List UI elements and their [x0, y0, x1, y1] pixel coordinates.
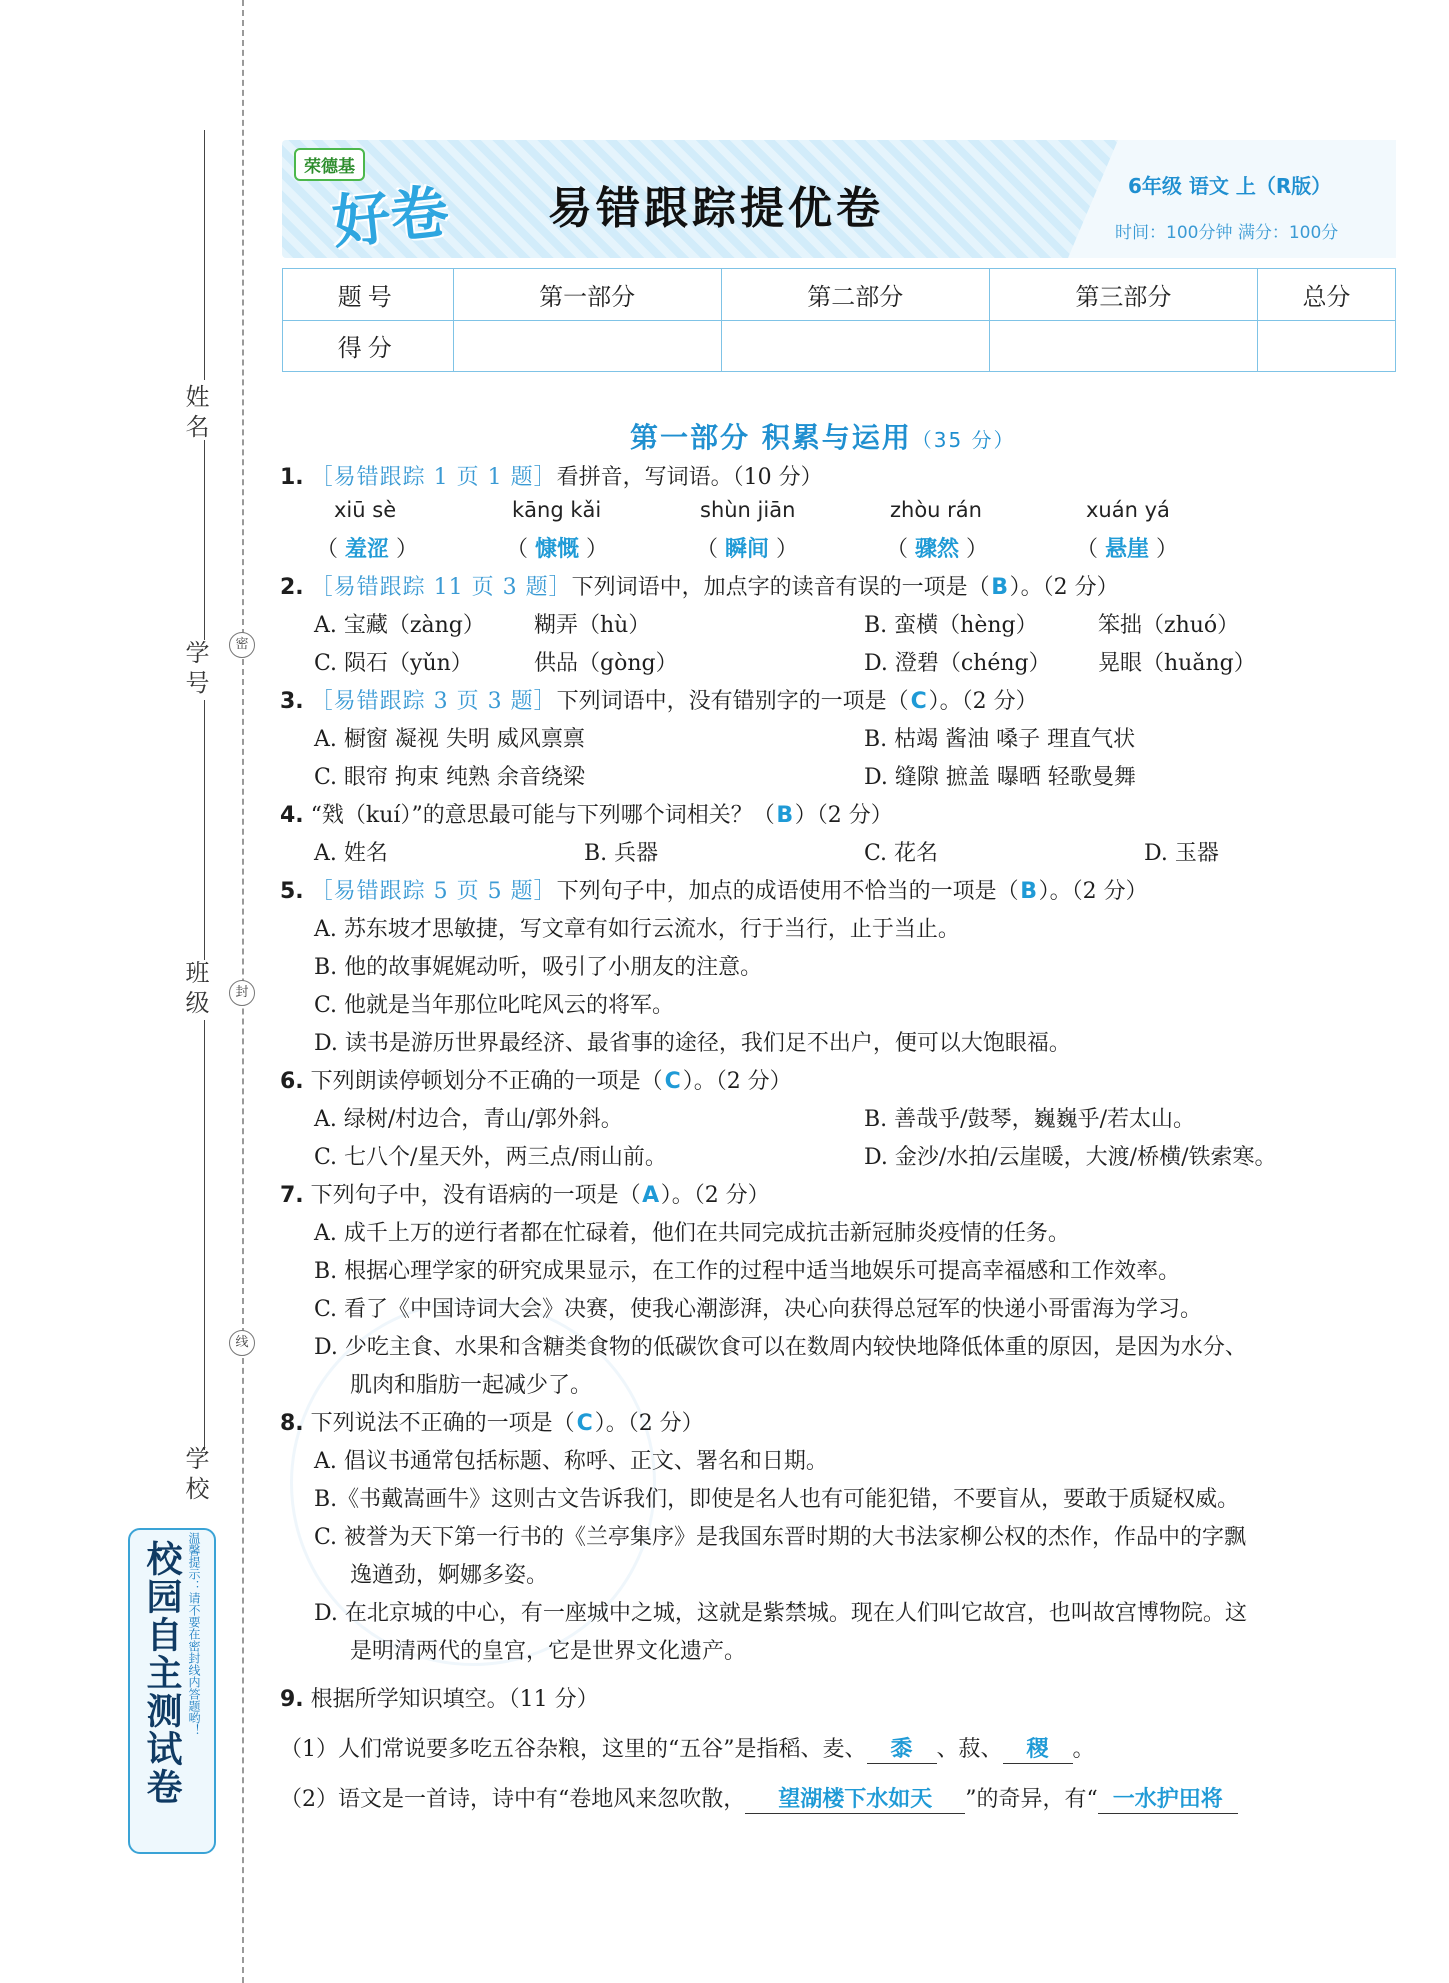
- option-c: C. 花名: [864, 841, 939, 866]
- score-table-header-row: [283, 269, 1396, 321]
- pinyin: kāng kǎi: [512, 498, 602, 522]
- option-a2: 糊弄（hù）: [534, 613, 651, 638]
- answer-blank[interactable]: （ 羞涩 ）: [316, 536, 419, 562]
- option-d-continued: 是明清两代的皇宫，它是世界文化遗产。: [350, 1639, 747, 1664]
- score-table: [282, 268, 1396, 372]
- question-8: [280, 1406, 704, 1437]
- question-text: 下列朗读停顿划分不正确的一项是（: [310, 1069, 663, 1094]
- option-b: B. 善哉乎/鼓琴，巍巍乎/若太山。: [864, 1107, 1195, 1132]
- score-cell[interactable]: [453, 320, 721, 372]
- option-c: C. 七八个/星天外，两三点/雨山前。: [314, 1145, 667, 1170]
- id-write-line: [204, 440, 205, 640]
- sub-question-text: （1）人们常说要多吃五谷杂粮，这里的“五谷”是指稻、麦、: [280, 1737, 867, 1762]
- seal-xian: 线: [229, 1330, 255, 1356]
- seal-mi: 密: [229, 632, 255, 658]
- option-c: C. 被誉为天下第一行书的《兰亭集序》是我国东晋时期的大书法家柳公权的杰作，作品中的字飘: [314, 1525, 1247, 1550]
- time-info: 时间：100分钟 满分：100分: [1115, 223, 1339, 243]
- pinyin: zhòu rán: [890, 498, 982, 522]
- score-cell[interactable]: [721, 320, 989, 372]
- option-a: A. 苏东坡才思敏捷，写文章有如行云流水，行于当行，止于当止。: [314, 917, 960, 942]
- option-a: A. 橱窗 凝视 失明 威风禀禀: [314, 727, 585, 752]
- school-write-line: [204, 1020, 205, 1450]
- option-b2: 笨拙（zhuó）: [1098, 613, 1240, 638]
- answer[interactable]: B: [991, 575, 1009, 600]
- answer-blank[interactable]: （ 慷慨 ）: [506, 536, 609, 562]
- grade-info: 6年级 语文 上（R版）: [1128, 174, 1332, 198]
- option-a: A. 成千上万的逆行者都在忙碌着，他们在共同完成抗击新冠肺炎疫情的任务。: [314, 1221, 1070, 1246]
- school-label: 学校: [181, 1446, 209, 1506]
- answer: 慷慨: [535, 536, 580, 562]
- answer[interactable]: B: [1020, 879, 1038, 904]
- question-6: [280, 1064, 792, 1095]
- question-text: 下列说法不正确的一项是（: [310, 1411, 575, 1436]
- option-c: C. 他就是当年那位叱咤风云的将军。: [314, 993, 675, 1018]
- answer-blank[interactable]: （ 瞬间 ）: [696, 536, 799, 562]
- name-label: 姓名: [181, 384, 209, 444]
- score-cell[interactable]: [1257, 320, 1395, 372]
- question-number: 8.: [280, 1411, 304, 1436]
- question-tail: ）（2 分）: [794, 803, 893, 828]
- option-b1: B. 蛮横（hèng）: [864, 613, 1038, 638]
- question-5: [280, 874, 1148, 905]
- question-tail: ）。（2 分）: [660, 1183, 770, 1208]
- question-3: [280, 684, 1038, 715]
- option-a: A. 绿树/村边合，青山/郭外斜。: [314, 1107, 623, 1132]
- brand-logo: 好卷: [329, 177, 452, 257]
- option-d: D. 玉器: [1144, 841, 1219, 866]
- option-a1: A. 宝藏（zàng）: [314, 613, 485, 638]
- question-text: 下列词语中，加点字的读音有误的一项是（: [571, 575, 990, 600]
- pinyin: xiū sè: [334, 498, 397, 522]
- exam-title: 易错跟踪提优卷: [548, 183, 884, 234]
- name-write-line: [204, 130, 205, 380]
- class-write-line: [204, 700, 205, 960]
- section-title-text: 第一部分 积累与运用: [630, 421, 912, 454]
- brand-tag: 荣德基: [294, 148, 365, 181]
- score-table-score-row: [283, 320, 1396, 372]
- answer: 羞涩: [345, 536, 390, 562]
- badge-tip: 温馨提示：请不要在密封线内答题哟！: [187, 1532, 201, 1736]
- option-d: D. 少吃主食、水果和含糖类食物的低碳饮食可以在数周内较快地降低体重的原因，是因为水分、: [314, 1335, 1247, 1360]
- fill-blank[interactable]: 一水护田将: [1098, 1782, 1238, 1814]
- question-7: [280, 1178, 770, 1209]
- pinyin: xuán yá: [1086, 498, 1170, 522]
- option-d: D. 金沙/水拍/云崖暖，大渡/桥横/铁索寒。: [864, 1145, 1277, 1170]
- error-track-tag: ［易错跟踪 5 页 5 题］: [310, 879, 557, 904]
- question-number: 4.: [280, 803, 304, 828]
- score-header-cell: 第三部分: [989, 269, 1257, 321]
- answer: 瞬间: [725, 536, 770, 562]
- fill-blank[interactable]: 望湖楼下水如天: [745, 1782, 965, 1814]
- section-title: [630, 416, 1016, 456]
- pinyin: shùn jiān: [700, 498, 796, 522]
- fill-blank[interactable]: 黍: [867, 1732, 937, 1764]
- option-b: B. 他的故事娓娓动听，吸引了小朋友的注意。: [314, 955, 763, 980]
- option-c: C. 看了《中国诗词大会》决赛，使我心潮澎湃，决心向获得总冠军的快递小哥雷海为学习。: [314, 1297, 1203, 1322]
- question-text: 看拼音，写词语。（10 分）: [556, 465, 823, 490]
- question-number: 5.: [280, 879, 304, 904]
- option-d1: D. 澄碧（chéng）: [864, 651, 1051, 676]
- question-text: 下列句子中，没有语病的一项是（: [310, 1183, 641, 1208]
- question-number: 9.: [280, 1687, 304, 1712]
- question-text: 根据所学知识填空。（11 分）: [310, 1687, 599, 1712]
- question-4: [280, 798, 893, 829]
- error-track-tag: ［易错跟踪 1 页 1 题］: [310, 465, 557, 490]
- question-number: 1.: [280, 465, 304, 490]
- score-header-cell: 题号: [283, 269, 454, 321]
- option-d2: 晃眼（huǎng）: [1098, 651, 1256, 676]
- sub-question-text: ”的奇异，有“: [965, 1787, 1098, 1812]
- option-d-continued: 肌肉和脂肪一起减少了。: [350, 1373, 593, 1398]
- sub-question-text: （2）语文是一首诗，诗中有“卷地风来忽吹散，: [280, 1787, 746, 1812]
- score-row-label: 得分: [283, 320, 454, 372]
- q9-sub2: [280, 1782, 1238, 1814]
- score-cell[interactable]: [989, 320, 1257, 372]
- question-tail: ）。（2 分）: [1009, 575, 1119, 600]
- q9-sub1: [280, 1732, 1095, 1764]
- answer: 悬崖: [1105, 536, 1150, 562]
- question-number: 6.: [280, 1069, 304, 1094]
- option-d: D. 读书是游历世界最经济、最省事的途径，我们足不出户，便可以大饱眼福。: [314, 1031, 1071, 1056]
- answer[interactable]: A: [642, 1183, 660, 1208]
- question-tail: ）。（2 分）: [594, 1411, 704, 1436]
- option-b: B. 兵器: [584, 841, 659, 866]
- score-header-cell: 第二部分: [721, 269, 989, 321]
- option-c: C. 眼帘 拘束 纯熟 余音绕梁: [314, 765, 586, 790]
- fill-blank[interactable]: 稷: [1003, 1732, 1073, 1764]
- option-d: D. 缝隙 摭盖 曝晒 轻歌曼舞: [864, 765, 1136, 790]
- answer[interactable]: B: [776, 803, 794, 828]
- class-label: 班级: [181, 960, 209, 1020]
- answer[interactable]: C: [576, 1411, 593, 1436]
- question-number: 2.: [280, 575, 304, 600]
- option-c-continued: 逸遒劲，婀娜多姿。: [350, 1563, 549, 1588]
- option-d: D. 在北京城的中心，有一座城中之城，这就是紫禁城。现在人们叫它故宫，也叫故宫博物院。这: [314, 1601, 1247, 1626]
- option-b: B.《书戴嵩画牛》这则古文告诉我们，即使是名人也有可能犯错，不要盲从，要敢于质疑权威。: [314, 1487, 1240, 1512]
- section-score: （35 分）: [911, 428, 1016, 452]
- error-track-tag: ［易错跟踪 3 页 3 题］: [310, 689, 557, 714]
- sub-question-text: 、菽、: [936, 1737, 1003, 1762]
- question-2: [280, 570, 1119, 601]
- seal-feng: 封: [229, 980, 255, 1006]
- question-text: 下列词语中，没有错别字的一项是（: [556, 689, 909, 714]
- score-header-cell: 总分: [1257, 269, 1395, 321]
- question-text: 下列句子中，加点的成语使用不恰当的一项是（: [556, 879, 1019, 904]
- question-text: “戣（kuí）”的意思最可能与下列哪个词相关？（: [310, 803, 775, 828]
- option-b: B. 根据心理学家的研究成果显示，在工作的过程中适当地娱乐可提高幸福感和工作效率。: [314, 1259, 1181, 1284]
- option-c1: C. 陨石（yǔn）: [314, 651, 473, 676]
- answer-blank[interactable]: （ 骤然 ）: [886, 536, 989, 562]
- question-tail: ）。（2 分）: [682, 1069, 792, 1094]
- option-c2: 供品（gòng）: [534, 651, 678, 676]
- question-1: [280, 460, 823, 491]
- question-number: 7.: [280, 1183, 304, 1208]
- answer-blank[interactable]: （ 悬崖 ）: [1076, 536, 1179, 562]
- error-track-tag: ［易错跟踪 11 页 3 题］: [310, 575, 572, 600]
- answer[interactable]: C: [910, 689, 927, 714]
- option-a: A. 倡议书通常包括标题、称呼、正文、署名和日期。: [314, 1449, 828, 1474]
- sub-question-text: 。: [1072, 1737, 1095, 1762]
- option-b: B. 枯竭 酱油 嗓子 理直气状: [864, 727, 1136, 752]
- option-a: A. 姓名: [314, 841, 388, 866]
- answer: 骤然: [915, 536, 960, 562]
- answer[interactable]: C: [664, 1069, 681, 1094]
- question-tail: ）。（2 分）: [928, 689, 1038, 714]
- question-9: [280, 1682, 599, 1713]
- score-header-cell: 第一部分: [453, 269, 721, 321]
- id-label: 学号: [181, 640, 209, 700]
- question-tail: ）。（2 分）: [1038, 879, 1148, 904]
- question-number: 3.: [280, 689, 304, 714]
- badge-title: 校园自主测试卷: [141, 1540, 182, 1806]
